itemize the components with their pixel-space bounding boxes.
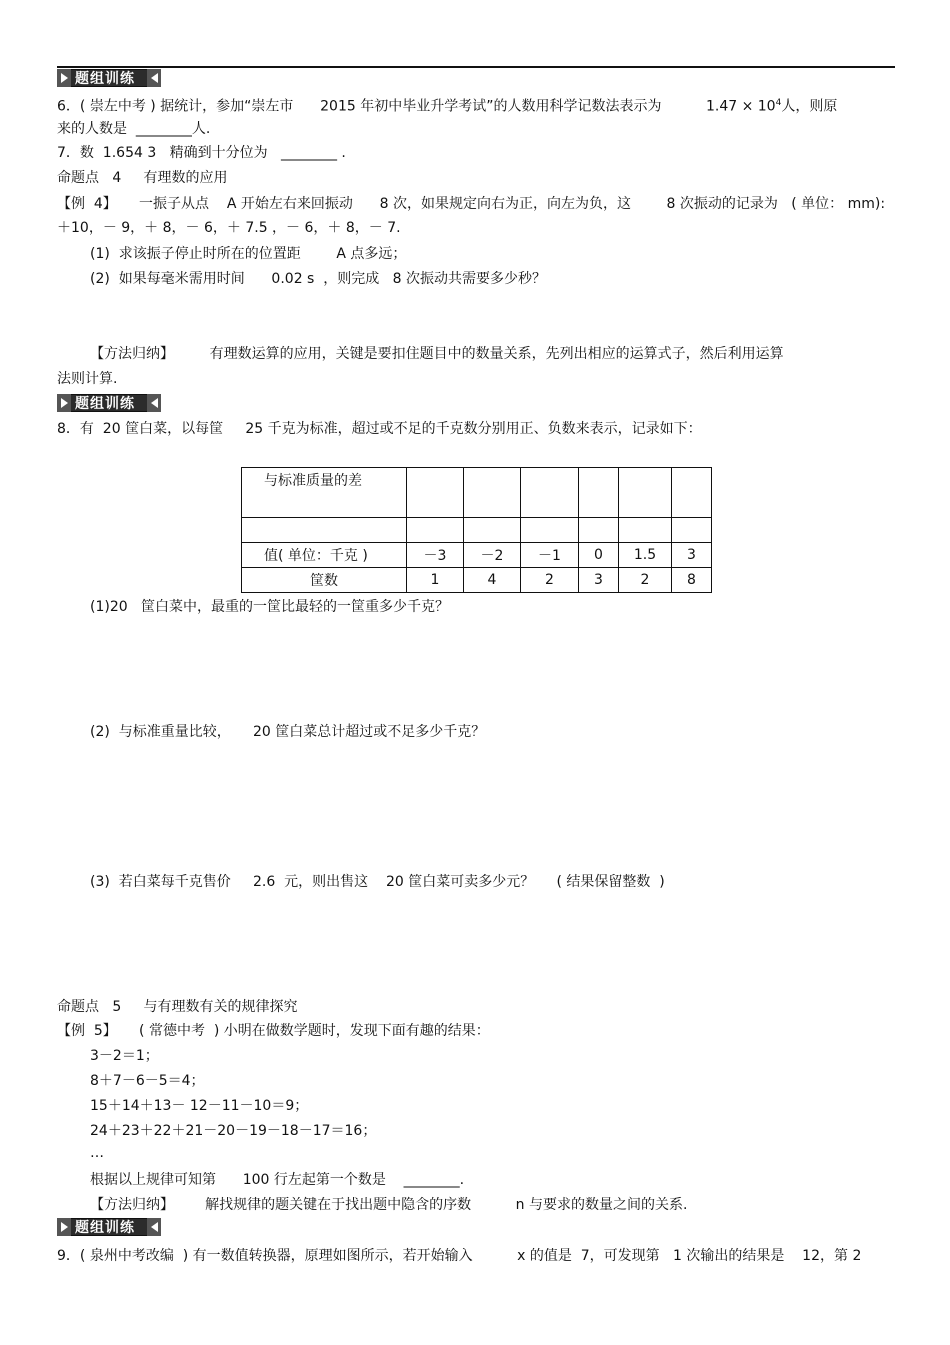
example4-part1: (1) 求该振子停止时所在的位置距 A 点多远； xyxy=(90,246,407,262)
table-cell: 8 xyxy=(672,568,712,593)
section-badge xyxy=(57,69,161,87)
table-cell: 3 xyxy=(672,543,712,568)
method-summary-2: 【方法归纳】 解找规律的题关键在于找出题中隐含的序数 n 与要求的数量之间的关系. xyxy=(90,1197,688,1213)
badge-right-cap xyxy=(147,394,161,412)
example4-line1: 【例 4】 一振子从点 A 开始左右来回振动 8 次，如果规定向右为正，向左为负，这 8 次振动的记录为 ( 单位： mm): xyxy=(57,196,886,212)
badge-right-cap xyxy=(147,69,161,87)
play-right-icon xyxy=(61,73,68,83)
example4-line2: ＋10，－ 9，＋ 8，－ 6，＋ 7.5 ，－ 6，＋ 8，－ 7. xyxy=(57,220,401,236)
badge-label: 题组训练 xyxy=(75,1220,135,1236)
table-cell: 1.5 xyxy=(619,543,672,568)
table-cell: －1 xyxy=(521,543,579,568)
table-header-top: 与标准质量的差 xyxy=(242,468,407,518)
section-badge xyxy=(57,394,161,412)
badge-left-cap xyxy=(57,69,71,87)
table-row-label: 筐数 xyxy=(242,568,407,593)
example5-question: 根据以上规律可知第 100 行左起第一个数是 ________. xyxy=(90,1172,465,1188)
badge-left-cap xyxy=(57,394,71,412)
table-header-bottom: 值( 单位：千克 ) xyxy=(242,543,407,568)
q6-line1: 6．( 崇左中考 ) 据统计，参加“崇左市 2015 年初中毕业升学考试”的人数用科学记数法表示为 $1.47 \times 10^4$人，则原 xyxy=(57,98,838,115)
play-left-icon xyxy=(151,73,158,83)
q8-part1: (1)20 筐白菜中，最重的一筐比最轻的一筐重多少千克？ xyxy=(90,599,449,615)
pattern-line: 15＋14＋13－ 12－11－10＝9； xyxy=(90,1098,309,1114)
pattern-line: 3－2＝1； xyxy=(90,1048,159,1064)
section-badge xyxy=(57,1218,161,1236)
table-cell: 1 xyxy=(407,568,464,593)
table-cell: 0 xyxy=(579,543,619,568)
q9: 9．( 泉州中考改编 ) 有一数值转换器，原理如图所示，若开始输入 x 的值是 7，可发现第 1 次输出的结果是 12，第 2 xyxy=(57,1248,862,1264)
q6-line2: 来的人数是 ________人. xyxy=(57,121,211,137)
q8-intro: 8．有 20 筐白菜，以每筐 25 千克为标准，超过或不足的千克数分别用正、负数来表示，记录如下： xyxy=(57,421,702,437)
q7: 7．数 1.654 3 精确到十分位为 ________ . xyxy=(57,145,346,161)
play-left-icon xyxy=(151,1222,158,1232)
cabbage-table xyxy=(241,467,712,593)
exponent: 4 xyxy=(775,98,782,108)
play-right-icon xyxy=(61,1222,68,1232)
example4-part2: (2) 如果每毫米需用时间 0.02 s ，则完成 8 次振动共需要多少秒？ xyxy=(90,271,546,287)
q8-part3: (3) 若白菜每千克售价 2.6 元，则出售这 20 筐白菜可卖多少元？ ( 结果保留整数 ) xyxy=(90,874,665,890)
table-cell: －3 xyxy=(407,543,464,568)
table-cell: 4 xyxy=(464,568,521,593)
play-right-icon xyxy=(61,398,68,408)
badge-left-cap xyxy=(57,1218,71,1236)
pattern-ellipsis: … xyxy=(90,1145,104,1161)
q8-part2: (2) 与标准重量比较， 20 筐白菜总计超过或不足多少千克？ xyxy=(90,724,486,740)
pattern-line: 24＋23＋22＋21－20－19－18－17＝16； xyxy=(90,1123,377,1139)
table-cell: －2 xyxy=(464,543,521,568)
pattern-line: 8＋7－6－5＝4； xyxy=(90,1073,205,1089)
method-summary-1: 【方法归纳】 有理数运算的应用，关键是要扣住题目中的数量关系，先列出相应的运算式子，然后利用运算 xyxy=(90,346,784,362)
topic5-heading: 命题点 5 与有理数有关的规律探究 xyxy=(57,999,298,1015)
badge-label: 题组训练 xyxy=(75,71,135,87)
badge-label: 题组训练 xyxy=(75,396,135,412)
table-cell: 2 xyxy=(521,568,579,593)
example5-intro: 【例 5】 ( 常德中考 ) 小明在做数学题时，发现下面有趣的结果： xyxy=(57,1023,490,1039)
method-summary-1-cont: 法则计算. xyxy=(57,371,118,387)
table-cell: 2 xyxy=(619,568,672,593)
play-left-icon xyxy=(151,398,158,408)
badge-right-cap xyxy=(147,1218,161,1236)
top-rule xyxy=(57,66,895,68)
table-cell: 3 xyxy=(579,568,619,593)
topic4-heading: 命题点 4 有理数的应用 xyxy=(57,170,228,186)
